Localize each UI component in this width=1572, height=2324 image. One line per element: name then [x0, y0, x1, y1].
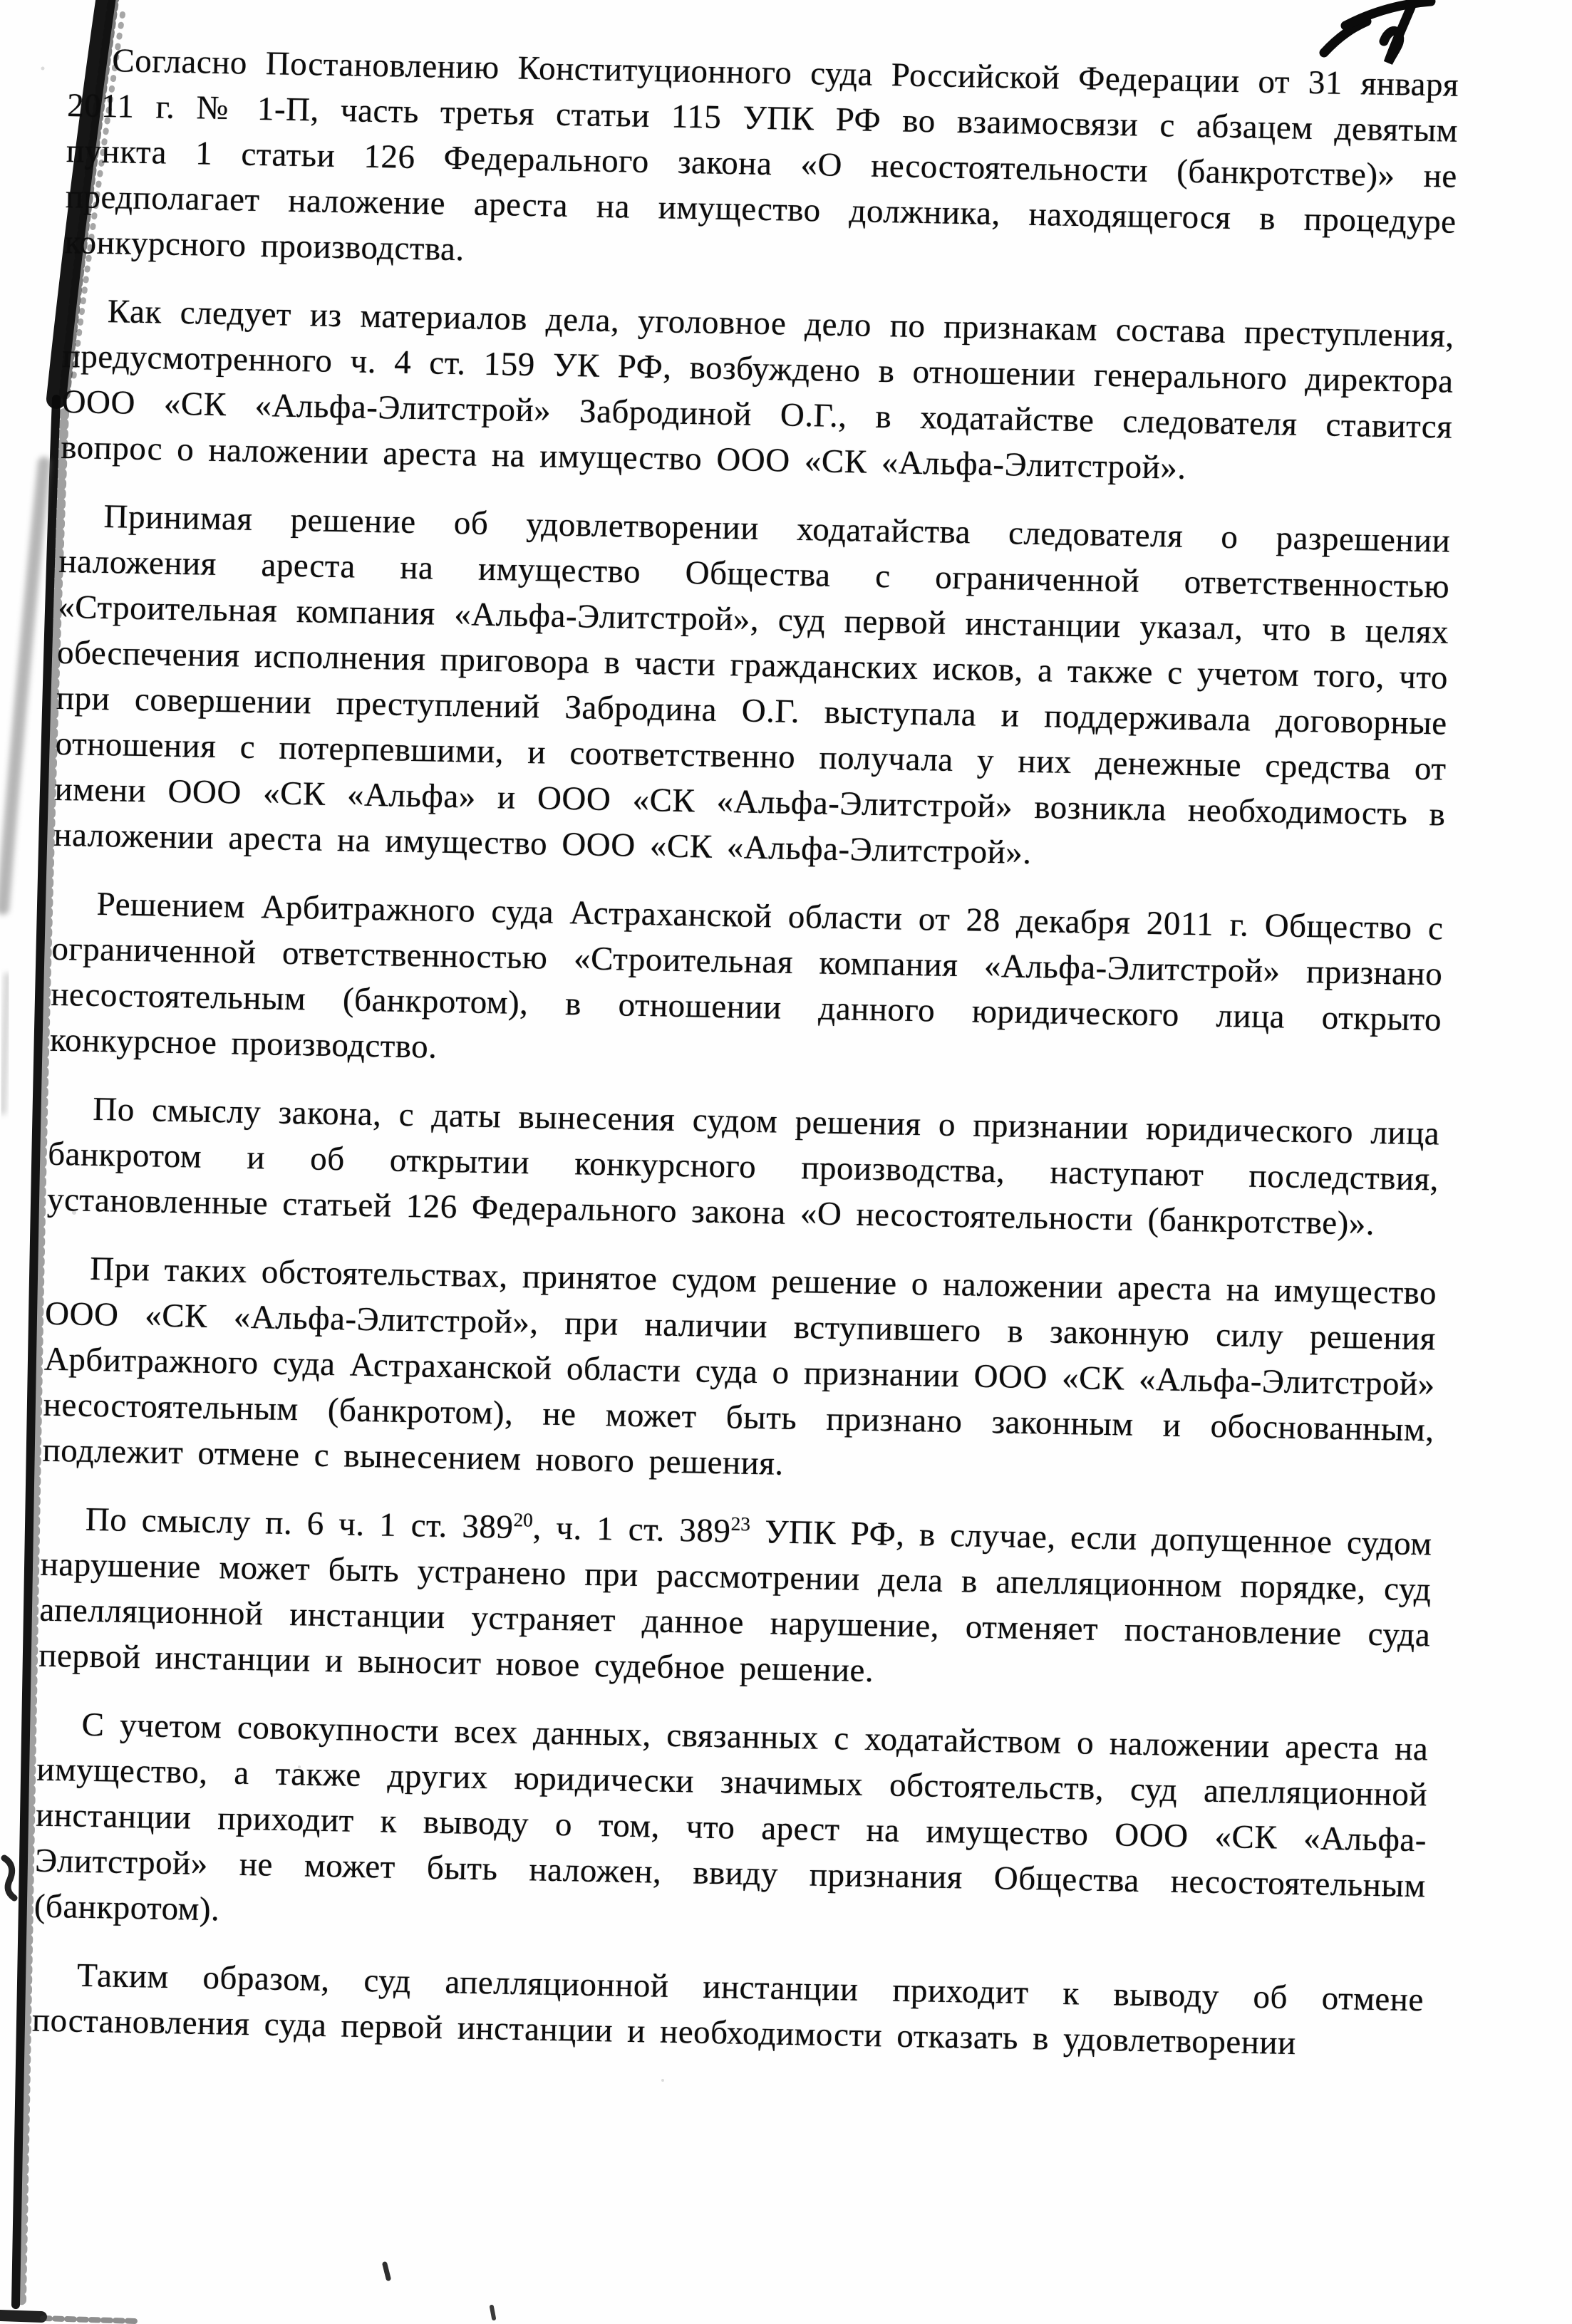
paragraph-text: С учетом совокупности всех данных, связанных с ходатайством о наложении ареста на имущество, а также других юридически значимых обстоятельств, суд апелляционной инстанции приходит к выводу о том, что арест на имущество ООО «СК «Альфа-Элитстрой» не может быть наложен, ввиду признания Общества несостоятельным (банкротом).	[33, 1706, 1429, 1929]
paragraph	[50, 881, 1444, 1089]
paragraph-text: Согласно Постановлению Конституционного суда Российской Федерации от 31 января 2011 г. № 1-П, часть третья статьи 115 УПК РФ во взаимосвязи с абзацем девятым пункта 1 статьи 126 Федерального закона «О несостоятельности (банкротстве)» не предполагает наложение ареста на имущество должника, находящегося в процедуре конкурсного производства.	[64, 42, 1459, 269]
paragraph-text: , ч. 1 ст. 389	[532, 1509, 731, 1550]
paragraph-text: Как следует из материалов дела, уголовное дело по признакам состава преступления, предусмотренного ч. 4 ст. 159 УК РФ, возбуждено в отношении генерального директора ООО «СК «Альфа-Элитстрой» Забродиной О.Г., в ходатайстве следователя ставится вопрос о наложении ареста на имущество ООО «СК «Альфа-Элитстрой».	[60, 293, 1455, 487]
paragraph-text: При таких обстоятельствах, принятое судом решение о наложении ареста на имущество ООО «СК «Альфа-Элитстрой», при наличии вступившего в законную силу решения Арбитражного суда Астраханской области суда о признании ООО «СК «Альфа-Элитстрой» несостоятельным (банкротом), не может быть признано законным и обоснованным, подлежит отмене с вынесением нового решения.	[42, 1250, 1437, 1483]
paragraph	[61, 288, 1454, 496]
paragraph	[53, 493, 1451, 883]
paragraph-text: Решением Арбитражного суда Астраханской области от 28 декабря 2011 г. Общество с ограниченной ответственностью «Строительная компания «Альфа-Элитстрой» признано несостоятельным (банкротом), в отношении данного юридического лица открыто конкурсное производство.	[49, 885, 1444, 1066]
superscript: 20	[513, 1509, 534, 1531]
paragraph-text: УПК РФ, в случае, если допущенное судом нарушение может быть устранено при рассмотрении дела в апелляционном порядке, суд апелляционной инстанции устраняет данное нарушение, отменяет постановление суда первой инстанции и выносит новое судебное решение.	[38, 1513, 1433, 1690]
paragraph-text: Таким образом, суд апелляционной инстанции приходит к выводу об отмене постановления суда первой инстанции и необходимости отказать в удовлетворении	[31, 1956, 1424, 2063]
paragraph-text: По смыслу п. 6 ч. 1 ст. 389	[85, 1500, 514, 1546]
paragraph	[31, 1952, 1424, 2069]
paragraph	[38, 1496, 1432, 1704]
bottom-edge-smudge	[0, 2264, 494, 2321]
paragraph	[42, 1245, 1437, 1499]
paragraph	[47, 1086, 1440, 1248]
paragraph-text: По смыслу закона, с даты вынесения судом решения о признании юридического лица банкротом и об открытии конкурсного производства, наступают последствия, установленные статьей 126 Федерального закона «О несостоятельности (банкротстве)».	[46, 1090, 1440, 1243]
paragraph-text: Принимая решение об удовлетворении ходатайства следователя о разрешении наложения ареста на имущество Общества с ограниченной ответственностью «Строительная компания «Альфа-Элитстрой», суд первой инстанции указал, что в целях обеспечения исполнения приговора в части гражданских исков, а также с учетом того, что при совершении преступлений Забродина О.Г. выступала и поддерживала договорные отношения с потерпевшими, и соответственно получала у них денежные средства от имени ООО «СК «Альфа» и ООО «СК «Альфа-Элитстрой» возникла необходимость в наложении ареста на имущество ООО «СК «Альфа-Элитстрой».	[53, 498, 1451, 871]
document-body	[31, 37, 1459, 2091]
paragraph	[33, 1701, 1429, 1955]
superscript: 23	[730, 1513, 751, 1535]
paragraph	[64, 37, 1459, 291]
